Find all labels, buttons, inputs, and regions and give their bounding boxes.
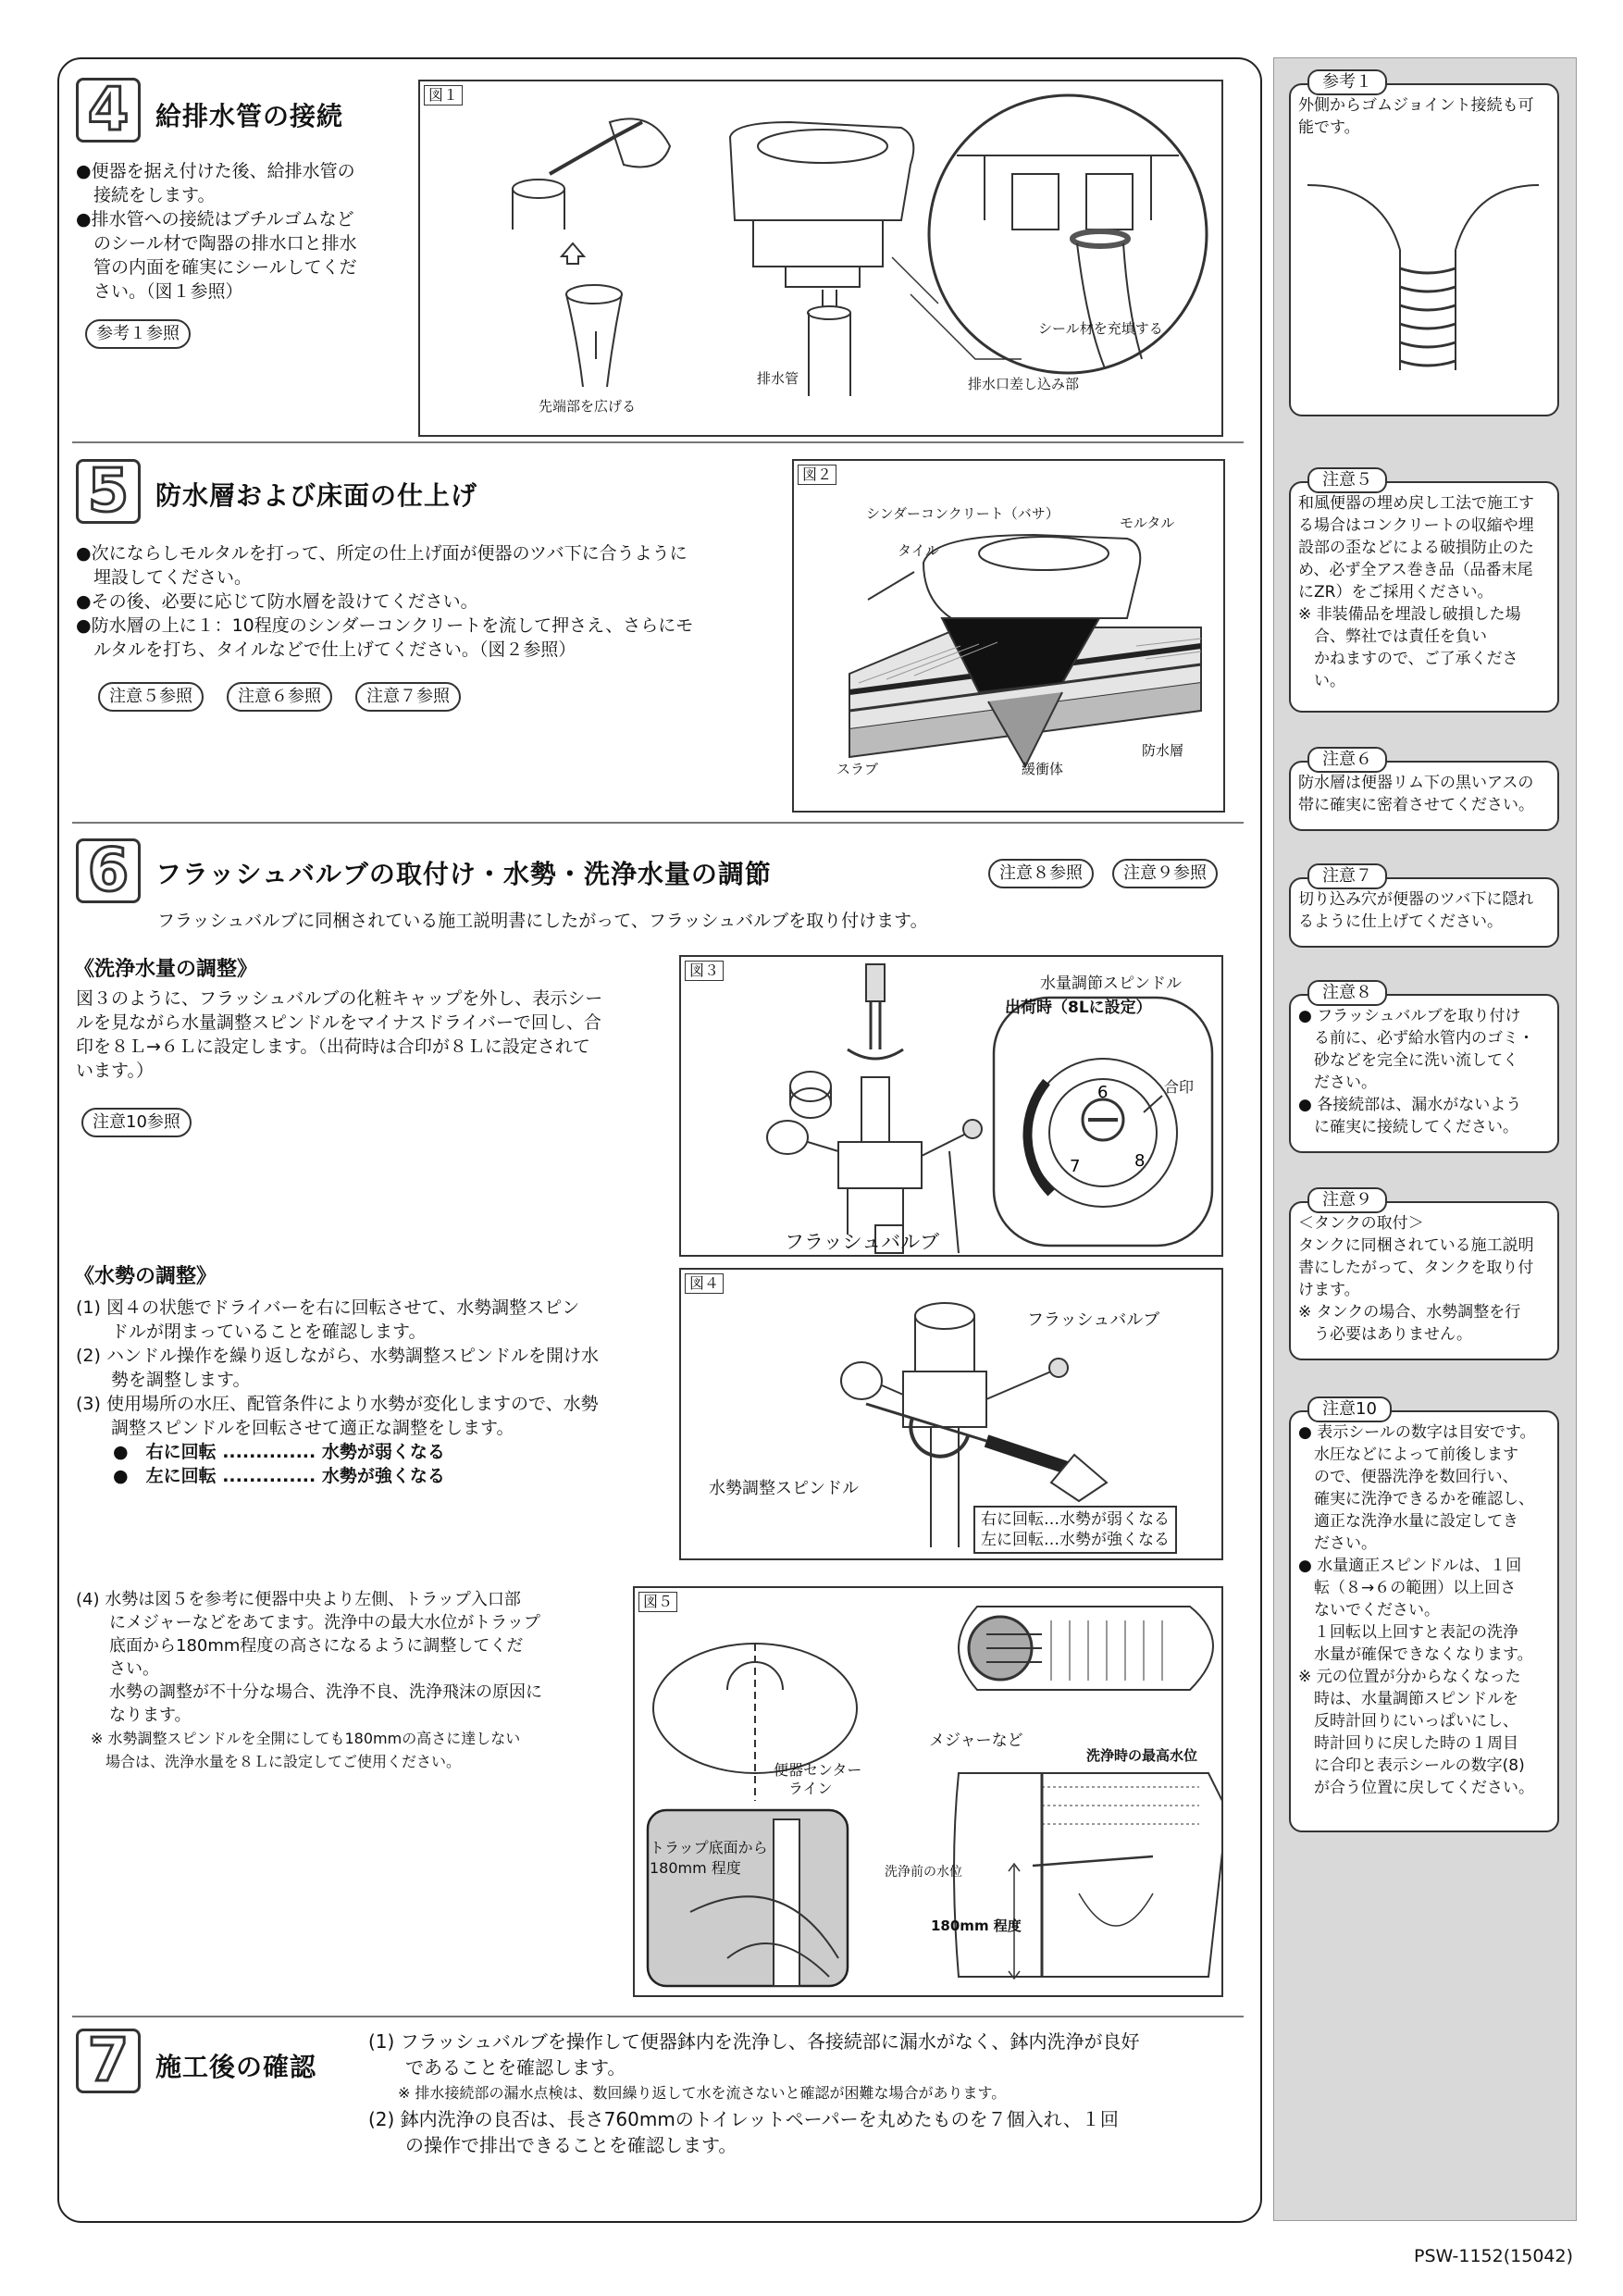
reference-link[interactable]: 注意10参照 [81,1108,192,1137]
caption: 便器センター [774,1761,862,1779]
box-tag: 注意９ [1307,1187,1387,1213]
step-number-7: 7 [76,2029,141,2093]
figure-2 [792,459,1225,813]
caption: 排水管 [757,370,799,387]
caption: 排水口差し込み部 [968,376,1080,392]
section-title: 施工後の確認 [155,2052,317,2082]
caption: 水勢調整スピンドル [709,1479,859,1498]
figure-4 [679,1268,1223,1560]
dial-mark-6: 6 [1097,1083,1109,1102]
caption: 防水層 [1142,742,1184,759]
caption: 合印 [1164,1078,1195,1096]
reference-link[interactable]: 注意７参照 [355,682,461,712]
reference-1-box: 参考１ 外側からゴムジョイント接続も可 能です。 [1289,83,1559,416]
step-number-6: 6 [76,838,141,903]
box-tag: 参考１ [1307,69,1387,95]
caption: 緩衝体 [1022,761,1064,777]
section-6-intro: フラッシュバルブに同梱されている施工説明書にしたがって、フラッシュバルブを取り付けます。 [157,911,928,931]
note-9-box: 注意９ ＜タンクの取付＞ タンクに同梱されている施工説明 書にしたがって、タンクを取り付 けます。 ※ タンクの場合、水勢調整を行 う必要はありません。 [1289,1201,1559,1360]
section-title: フラッシュバルブの取付け・水勢・洗浄水量の調節 [155,859,772,889]
caption: ライン [788,1780,833,1797]
section-title: 給排水管の接続 [155,101,344,131]
box-tag: 注意５ [1307,467,1387,493]
divider [72,2016,1244,2017]
caption: トラップ底面から [650,1839,768,1856]
box-tag: 注意７ [1307,863,1387,889]
water-force-text: (1) 図４の状態でドライバーを右に回転させて、水勢調整スピン ドルが閉まっていることを確認します。 (2) ハンドル操作を繰り返しながら、水勢調整スピンドルを開け水 勢を調整します。 (3) 使用場所の水圧、配管条件により水勢が変化しますので、水勢 調整スピンドルを回転させて適正な調整をします。 ● 右に回転 .............. 水勢が弱くなる ● 左に回転 .............. 水勢が強くなる [76,1297,599,1486]
caption: タイル [898,542,939,559]
divider [72,822,1244,824]
note-6-box: 注意６ 防水層は便器リム下の黒いアスの 帯に確実に密着させてください。 [1289,761,1559,831]
toilet-drain-illustration [420,81,1221,435]
caption: スラブ [836,761,879,777]
caption: 180mm 程度 [650,1859,741,1877]
figure-label: 図５ [638,1592,677,1612]
caption: フラッシュバルブ [1027,1310,1160,1330]
section-7-text: (1) フラッシュバルブを操作して便器鉢内を洗浄し、各接続部に漏水がなく、鉢内洗浄が良好 であることを確認します。 ※ 排水接続部の漏水点検は、数回繰り返して水を流さないと確認が困難な場合があります。 (2) 鉢内洗浄の良否は、長さ760mmのトイレットペーパーを丸めたものを７個入れ、１回 の操作で排出できることを確認します。 [368,2030,1140,2156]
caption: シール材を充填する [1038,320,1163,337]
reference-link[interactable]: 注意８参照 [988,859,1094,888]
box-tag: 注意８ [1307,980,1387,1006]
note-10-box: 注意10 ● 表示シールの数字は目安です。 水圧などによって前後します ので、便器洗浄を数回行い、 確実に洗浄できるかを確認し、 適正な洗浄水量に設定してき ださい。 ● 水量適正スピンドルは、１回 転（８→６の範囲）以上回さ ないでください。 １回転以上回すと表記の洗浄 水量が確保できなくなります。 ※ 元の位置が分からなくなった 時は、水量調節スピンドルを 反時計回りにいっぱいにし、 時計回りに戻した時の１周目 に合印と表示シールの数字(8) が合う位置に戻してください。 [1289,1410,1559,1832]
rotation-note: 右に回転…水勢が弱くなる 左に回転…水勢が強くなる [973,1506,1177,1554]
caption: メジャーなど [929,1731,1023,1750]
reference-link[interactable]: 注意９参照 [1112,859,1218,888]
figure-1 [418,80,1223,437]
rubber-joint-illustration [1298,148,1550,379]
figure-label: 図２ [798,465,836,485]
caption: 洗浄前の水位 [885,1865,962,1880]
dial-mark-8: 8 [1134,1151,1146,1171]
caption: モルタル [1120,515,1175,531]
box-tag: 注意６ [1307,747,1387,773]
wash-volume-text: 図３のように、フラッシュバルブの化粧キャップを外し、表示シー ルを見ながら水量調整スピンドルをマイナスドライバーで回し、合 印を８Ｌ→６Ｌに設定します。（出荷時は合印が８Ｌに設定されて います。） [76,988,603,1081]
step-number-5: 5 [76,459,141,524]
figure-5 [633,1586,1223,1997]
section-5-text: ●次にならしモルタルを打って、所定の仕上げ面が便器のツバ下に合うように 埋設してください。 ●その後、必要に応じて防水層を設けてください。 ●防水層の上に１：10程度のシンダーコンクリートを流して押さえ、さらにモ ルタルを打ち、タイルなどで仕上げてください。（図２参照） [76,543,694,660]
subheading: 《洗浄水量の調整》 [74,958,258,981]
box-tag: 注意10 [1307,1396,1392,1422]
caption: シンダーコンクリート（バサ） [866,505,1059,522]
document-code: PSW-1152(15042) [1413,2246,1573,2266]
caption: 180mm 程度 [931,1917,1022,1934]
note-7-box: 注意７ 切り込み穴が便器のツバ下に隠れ るように仕上げてください。 [1289,877,1559,948]
water-level-illustration [635,1588,1221,1995]
section-title: 防水層および床面の仕上げ [155,480,478,511]
item-4-text: (4) 水勢は図５を参考に便器中央より左側、トラップ入口部 にメジャーなどをあてます。洗浄中の最大水位がトラップ 底面から180mm程度の高さになるように調整してくだ さい。 水勢の調整が不十分な場合、洗浄不良、洗浄飛沫の原因に なります。 ※ 水勢調整スピンドルを全開にしても180mmの高さに達しない 場合は、洗浄水量を８Ｌに設定してご使用ください。 [76,1590,542,1770]
caption: 先端部を広げる [539,398,637,415]
subheading: 《水勢の調整》 [74,1265,217,1288]
caption: フラッシュバルブ [785,1231,940,1253]
section-4-text: ●便器を据え付けた後、給排水管の 接続をします。 ●排水管への接続はブチルゴムなど のシール材で陶器の排水口と排水 管の内面を確実にシールしてくだ さい。（図１参照） [76,161,357,302]
figure-label: 図３ [685,961,724,981]
reference-link[interactable]: 注意６参照 [227,682,332,712]
dial-mark-7: 7 [1070,1157,1081,1176]
caption: 水量調節スピンドル [1040,974,1182,993]
caption: 出荷時（8Lに設定） [1005,999,1152,1017]
figure-3 [679,955,1223,1257]
note-5-box: 注意５ 和風便器の埋め戻し工法で施工す る場合はコンクリートの収縮や埋 設部の歪などによる破損防止のた め、必ず全アス巻き品（品番末尾 にZR）をご採用ください。 ※ 非装備品を埋設し破損した場 合、弊社では責任を負い かねますので、ご了承くださ い。 [1289,481,1559,713]
reference-link[interactable]: 注意５参照 [98,682,204,712]
caption: 洗浄時の最高水位 [1086,1747,1198,1764]
divider [72,441,1244,443]
reference-link[interactable]: 参考１参照 [85,319,191,349]
figure-label: 図１ [424,85,463,105]
note-8-box: 注意８ ● フラッシュバルブを取り付け る前に、必ず給水管内のゴミ・ 砂などを完全に洗い流してく ださい。 ● 各接続部は、漏水がないよう に確実に接続してください。 [1289,994,1559,1153]
step-number-4: 4 [76,78,141,143]
figure-label: 図４ [685,1273,724,1294]
